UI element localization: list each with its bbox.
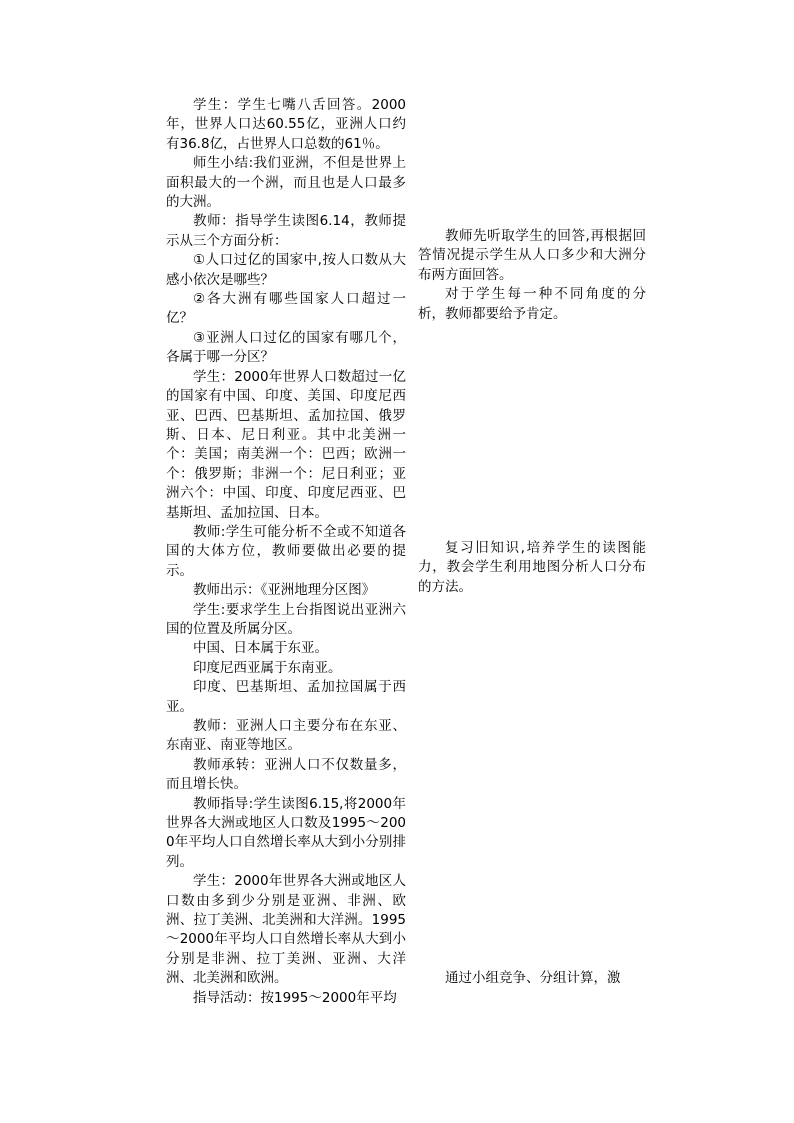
- paragraph-student-answer-population: 学生：学生七嘴八舌回答。2000年，世界人口达60.55亿，亚洲人口约有36.8亿，占世界人口总数的61％。: [166, 97, 406, 152]
- note-group-competition: 通过小组竞争、分组计算，激: [445, 970, 621, 987]
- paragraph-east-asia: 中国、日本属于东亚。: [193, 640, 328, 657]
- paragraph-west-asia: 印度、巴基斯坦、孟加拉国属于西亚。: [166, 679, 406, 715]
- paragraph-teacher-shows-map: 教师出示：《亚洲地理分区图》: [193, 582, 376, 599]
- note-review-map-skills: 复习旧知识,培养学生的读图能力，教会学生利用地图分析人口分布的方法。: [418, 540, 646, 595]
- paragraph-teacher-guide-fig-6-14: 教师：指导学生读图6.14，教师提示从三个方面分析：: [166, 213, 406, 249]
- paragraph-question-3: ③亚洲人口过亿的国家有哪几个，各属于哪一分区？: [166, 329, 406, 366]
- teaching-process-column: [166, 96, 406, 1008]
- paragraph-student-answer-countries: 学生：2000年世界人口数超过一亿的国家有中国、印度、美国、印度尼西亚、巴西、巴基斯坦、孟加拉国、俄罗斯、日本、尼日利亚。其中北美洲一个：美国；南美洲一个：巴西；欧洲一个：俄罗斯；非洲一个：尼日利亚；亚洲六个：中国、印度、印度尼西亚、巴基斯坦、孟加拉国、日本。: [166, 368, 406, 521]
- note-affirm-students: 对于学生每一种不同角度的分析，教师都要给予肯定。: [418, 286, 646, 322]
- paragraph-teacher-guide-fig-6-15: 教师指导:学生读图6.15,将2000年世界各大洲或地区人口数及1995～2000年平均人口自然增长率从大到小分别排列。: [166, 795, 406, 870]
- design-intent-column: [418, 96, 646, 989]
- paragraph-summary-asia-largest: 师生小结:我们亚洲，不但是世界上面积最大的一个洲，而且也是人口最多的大洲。: [166, 155, 406, 211]
- paragraph-teacher-transition: 教师承转：亚洲人口不仅数量多，而且增长快。: [166, 756, 406, 793]
- paragraph-southeast-asia: 印度尼西亚属于东南亚。: [193, 659, 342, 676]
- paragraph-teacher-distribution: 教师：亚洲人口主要分布在东亚、东南亚、南亚等地区。: [166, 718, 406, 754]
- paragraph-teacher-hint: 教师:学生可能分析不全或不知道各国的大体方位，教师要做出必要的提示。: [166, 523, 406, 579]
- spacer: [418, 96, 646, 227]
- paragraph-guided-activity: 指导活动：按1995～2000年平均: [193, 989, 397, 1006]
- note-teacher-listens: 教师先听取学生的回答,再根据回答情况提示学生从人口多少和大洲分布两方面回答。: [418, 228, 646, 283]
- paragraph-student-points-map: 学生:要求学生上台指图说出亚洲六国的位置及所属分区。: [166, 601, 406, 637]
- spacer: [418, 324, 646, 539]
- paragraph-student-answer-ranking: 学生：2000年世界各大洲或地区人口数由多到少分别是亚洲、非洲、欧洲、拉丁美洲、北美洲和大洋洲。1995～2000年平均人口自然增长率从大到小分别是非洲、拉丁美洲、亚洲、大洋洲、北美洲和欧洲。: [166, 873, 406, 987]
- paragraph-question-1: ①人口过亿的国家中,按人口数从大感小依次是哪些？: [166, 252, 406, 288]
- spacer: [418, 597, 646, 969]
- paragraph-question-2: ②各大洲有哪些国家人口超过一亿？: [166, 291, 406, 327]
